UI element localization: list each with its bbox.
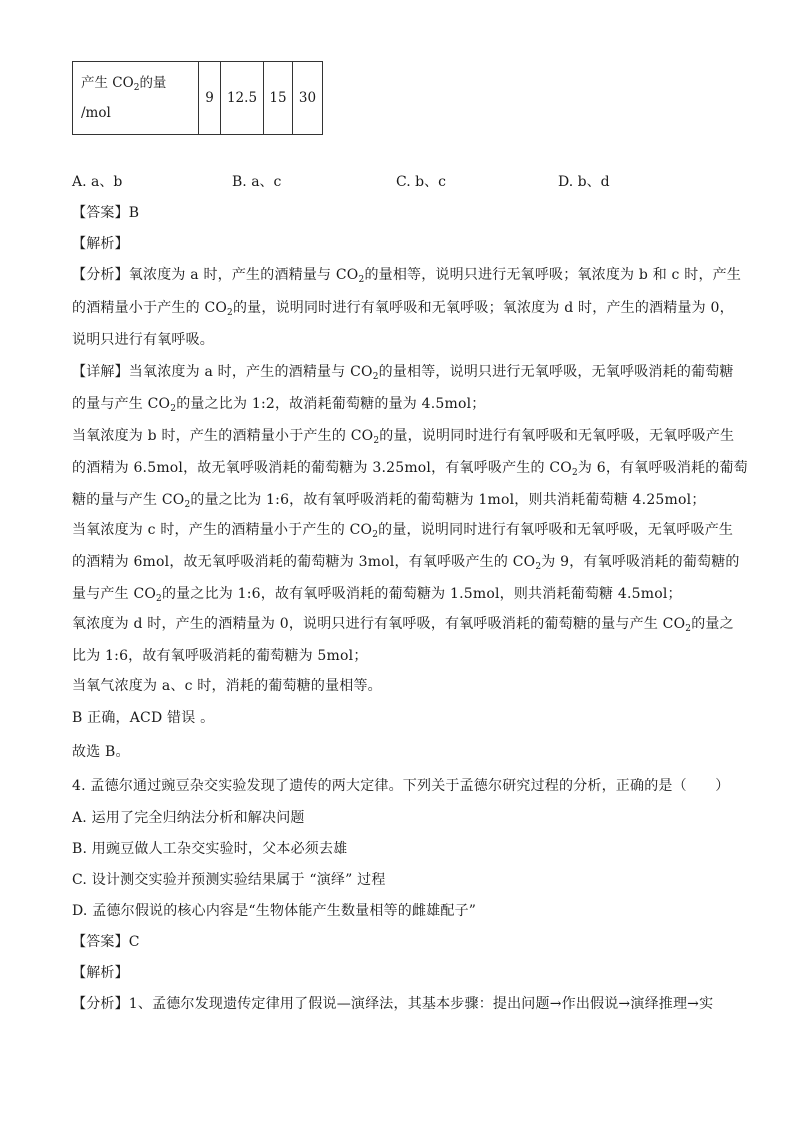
analysis-label: 【解析】 <box>72 236 129 252</box>
q4-answer-label: 【答案】C <box>72 934 140 950</box>
analysis-line: 的量与产生 $CO_2$的量之比为 1:2，故消耗葡萄糖的量为 4.5mol； <box>72 396 486 414</box>
analysis-line: 比为 1:6，故有氧呼吸消耗的葡萄糖为 5mol； <box>72 648 368 664</box>
option-a: A. a、b <box>72 174 123 190</box>
table-cell: 30 <box>293 62 323 135</box>
analysis-line: 当氧浓度为 c 时，产生的酒精量小于产生的 $CO_2$的量，说明同时进行有氧呼吸和无氧呼吸，无氧呼吸产生 <box>72 522 734 540</box>
table-cell: 12.5 <box>221 62 264 135</box>
analysis-line: 当氧浓度为 b 时，产生的酒精量小于产生的 $CO_2$的量，说明同时进行有氧呼吸和无氧呼吸，无氧呼吸产生 <box>72 428 735 446</box>
option-c: C. b、c <box>396 174 446 190</box>
table-row-label: 产生 $CO_2$的量 /mol <box>73 62 199 135</box>
analysis-line: 的酒精为 6.5mol，故无氧呼吸消耗的葡萄糖为 3.25mol，有氧呼吸产生的 $CO_2$为 6，有氧呼吸消耗的葡萄 <box>72 460 748 478</box>
analysis-line: B 正确，ACD 错误 。 <box>72 710 215 726</box>
table-cell: 9 <box>199 62 221 135</box>
q4-option-a: A. 运用了完全归纳法分析和解决问题 <box>72 810 305 826</box>
table-cell: 15 <box>264 62 293 135</box>
analysis-line: 【详解】当氧浓度为 a 时，产生的酒精量与 $CO_2$的量相等，说明只进行无氧呼吸，无氧呼吸消耗的葡萄糖 <box>72 364 734 382</box>
option-b: B. a、c <box>232 174 282 190</box>
analysis-line: 当氧气浓度为 a、c 时，消耗的葡萄糖的量相等。 <box>72 678 382 694</box>
table-row <box>73 62 323 135</box>
analysis-line: 糖的量与产生 $CO_2$的量之比为 1:6，故有氧呼吸消耗的葡萄糖为 1mol，则共消耗葡萄糖 4.25mol； <box>72 492 706 510</box>
question-stem: 4. 孟德尔通过豌豆杂交实验发现了遗传的两大定律。下列关于孟德尔研究过程的分析，正确的是（ ） <box>72 778 730 794</box>
analysis-line: 的酒精为 6mol，故无氧呼吸消耗的葡萄糖为 3mol，有氧呼吸产生的 $CO_2$为 9，有氧呼吸消耗的葡萄糖的 <box>72 554 740 572</box>
q4-analysis-first-line: 【分析】1、孟德尔发现遗传定律用了假说—演绎法，其基本步骤：提出问题→作出假说→演绎推理→实 <box>72 996 714 1012</box>
analysis-line: 氧浓度为 d 时，产生的酒精量为 0，说明只进行有氧呼吸，有氧呼吸消耗的葡萄糖的量与产生 $CO_2$的量之 <box>72 616 734 634</box>
analysis-line: 量与产生 $CO_2$的量之比为 1:6，故有氧呼吸消耗的葡萄糖为 1.5mol，则共消耗葡萄糖 4.5mol； <box>72 586 682 604</box>
q4-analysis-label: 【解析】 <box>72 965 129 981</box>
q4-option-b: B. 用豌豆做人工杂交实验时，父本必须去雄 <box>72 841 348 857</box>
analysis-line: 的酒精量小于产生的 $CO_2$的量，说明同时进行有氧呼吸和无氧呼吸；氧浓度为 d 时，产生的酒精量为 0， <box>72 300 734 318</box>
analysis-line: 说明只进行有氧呼吸。 <box>72 332 214 348</box>
analysis-line: 【分析】氧浓度为 a 时，产生的酒精量与 $CO_2$的量相等，说明只进行无氧呼吸；氧浓度为 b 和 c 时，产生 <box>72 267 742 285</box>
q4-option-d: D. 孟德尔假说的核心内容是“生物体能产生数量相等的雌雄配子” <box>72 903 477 919</box>
analysis-line: 故选 B。 <box>72 744 130 760</box>
data-table-fragment <box>72 61 323 135</box>
option-d: D. b、d <box>558 174 610 190</box>
answer-label: 【答案】B <box>72 205 140 221</box>
q4-option-c: C. 设计测交实验并预测实验结果属于 “演绎” 过程 <box>72 872 386 888</box>
